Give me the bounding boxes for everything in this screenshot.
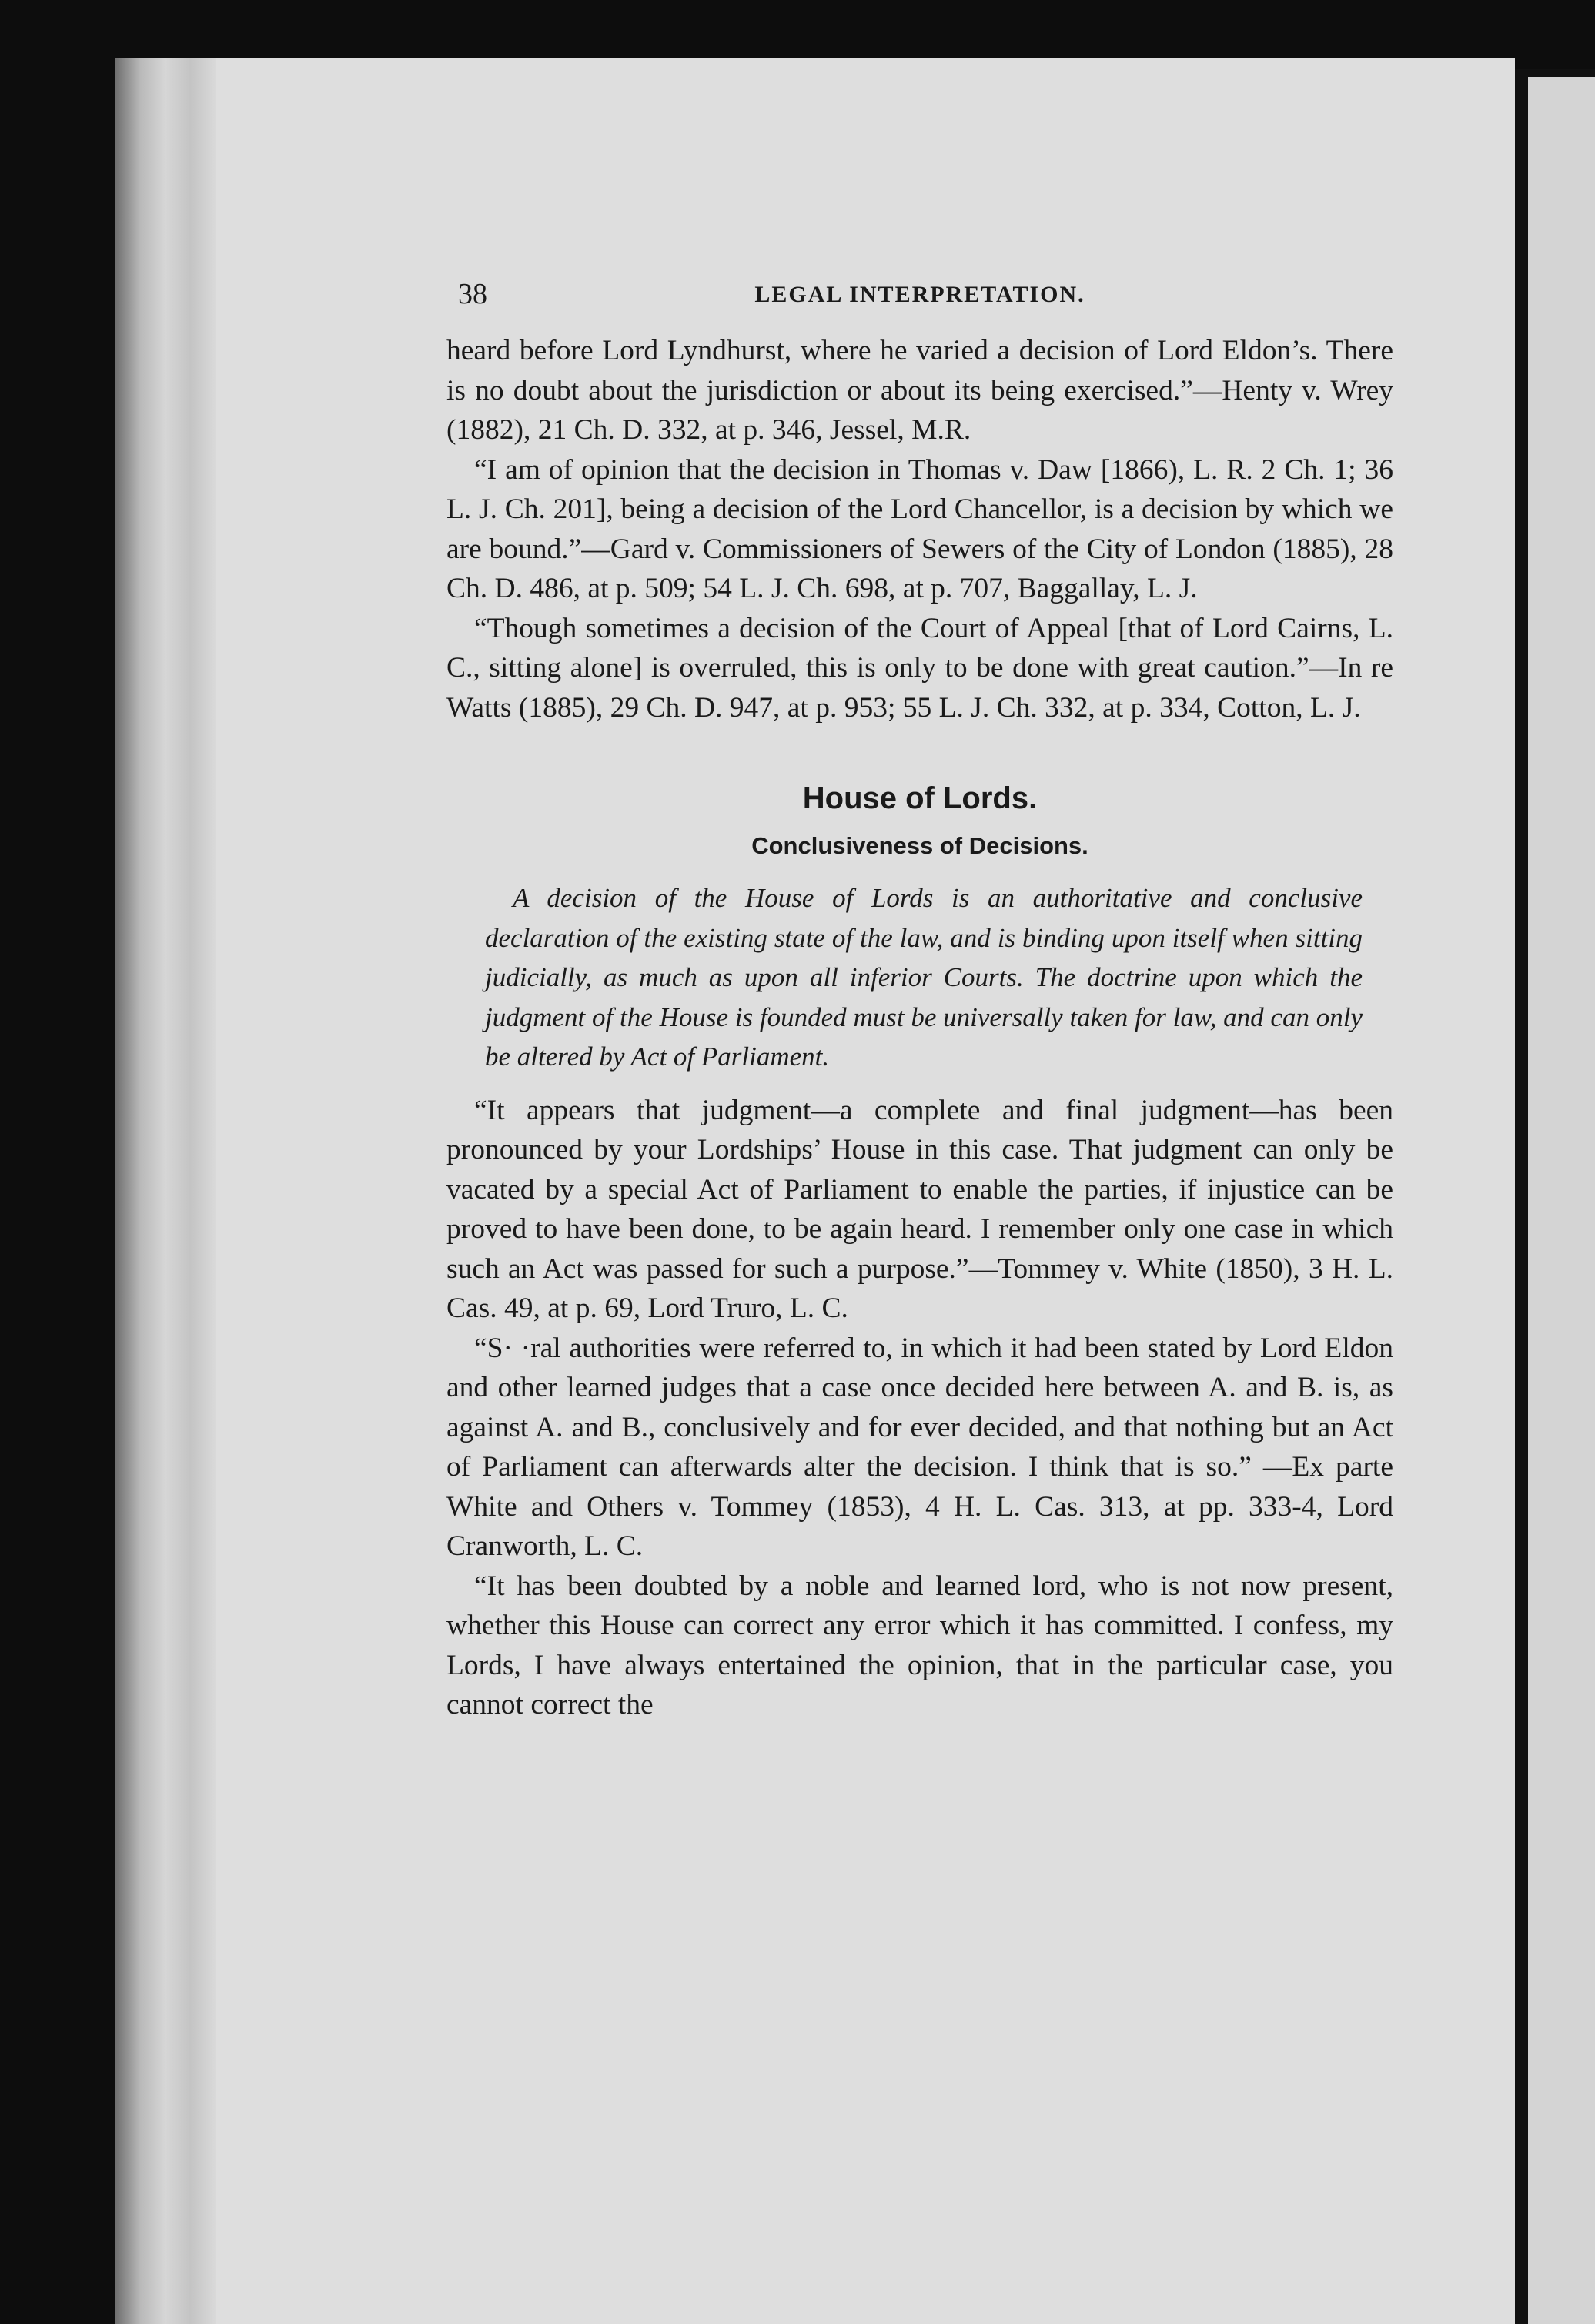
section-heading: House of Lords.	[802, 781, 1038, 815]
paragraph-ex-parte-white: “S· ·ral authorities were referred to, in which it had been stated by Lord Eldon and other learned judges that a case once decided here between A. and B. is, as against A. and B., conclusively and for ever decided, and that nothing but an Act of Parliament can afterwards alter the decision. I think that is so.” —Ex parte White and Others v. Tommey (1853), 4 H. L. Cas. 313, at pp. 333-4, Lord Cranworth, L. C.	[446, 1332, 1393, 1562]
facing-page-edge	[1528, 77, 1595, 2324]
page-number: 38	[458, 278, 487, 310]
paragraph-tommey-v-white: “It appears that judgment—a complete and final judgment—has been pronounced by your Lordships’ House in this case. That judgment can only be vacated by a special Act of Parliament to enable the parties, if injustice can be proved to have been done, to be again heard. I remember only one case in which such an Act was passed for such a purpose.”—Tommey v. White (1850), 3 H. L. Cas. 49, at p. 69, Lord Truro, L. C.	[446, 1094, 1393, 1324]
book-spine-gutter	[115, 58, 216, 2324]
page-content	[446, 277, 1393, 1725]
paragraph-thomas-v-daw: “I am of opinion that the decision in Thomas v. Daw [1866), L. R. 2 Ch. 1; 36 L. J. Ch. 201], being a decision of the Lord Chancellor, is a decision by which we are bound.”—Gard v. Commissioners of Sewers of the City of London (1885), 28 Ch. D. 486, at p. 509; 54 L. J. Ch. 698, at p. 707, Baggallay, L. J.	[446, 453, 1393, 604]
paragraph-in-re-watts: “Though sometimes a decision of the Court of Appeal [that of Lord Cairns, L. C., sitting alone] is overruled, this is only to be done with great caution.”—In re Watts (1885), 29 Ch. D. 947, at p. 953; 55 L. J. Ch. 332, at p. 334, Cotton, L. J.	[446, 612, 1393, 724]
paragraph-continuation: heard before Lord Lyndhurst, where he varied a decision of Lord Eldon’s. There is no doubt about the jurisdiction or about its being exercised.”—Henty v. Wrey (1882), 21 Ch. D. 332, at p. 346, Jessel, M.R.	[446, 335, 1393, 446]
headnote: A decision of the House of Lords is an authoritative and conclusive declaration of the existing state of the law, and is binding upon itself when sitting judicially, as much as upon all inferior Courts. The doctrine upon which the judgment of the House is founded must be universally taken for law, and can only be altered by Act of Parliament.	[485, 883, 1363, 1072]
section-subheading: Conclusiveness of Decisions.	[751, 832, 1088, 859]
paragraph-noble-lord: “It has been doubted by a noble and learned lord, who is not now present, whether this House can correct any error which it has committed. I confess, my Lords, I have always entertained the opinion, that in the particular case, you cannot correct the	[446, 1570, 1393, 1720]
running-title: LEGAL INTERPRETATION.	[754, 282, 1085, 307]
running-head	[446, 277, 1393, 331]
